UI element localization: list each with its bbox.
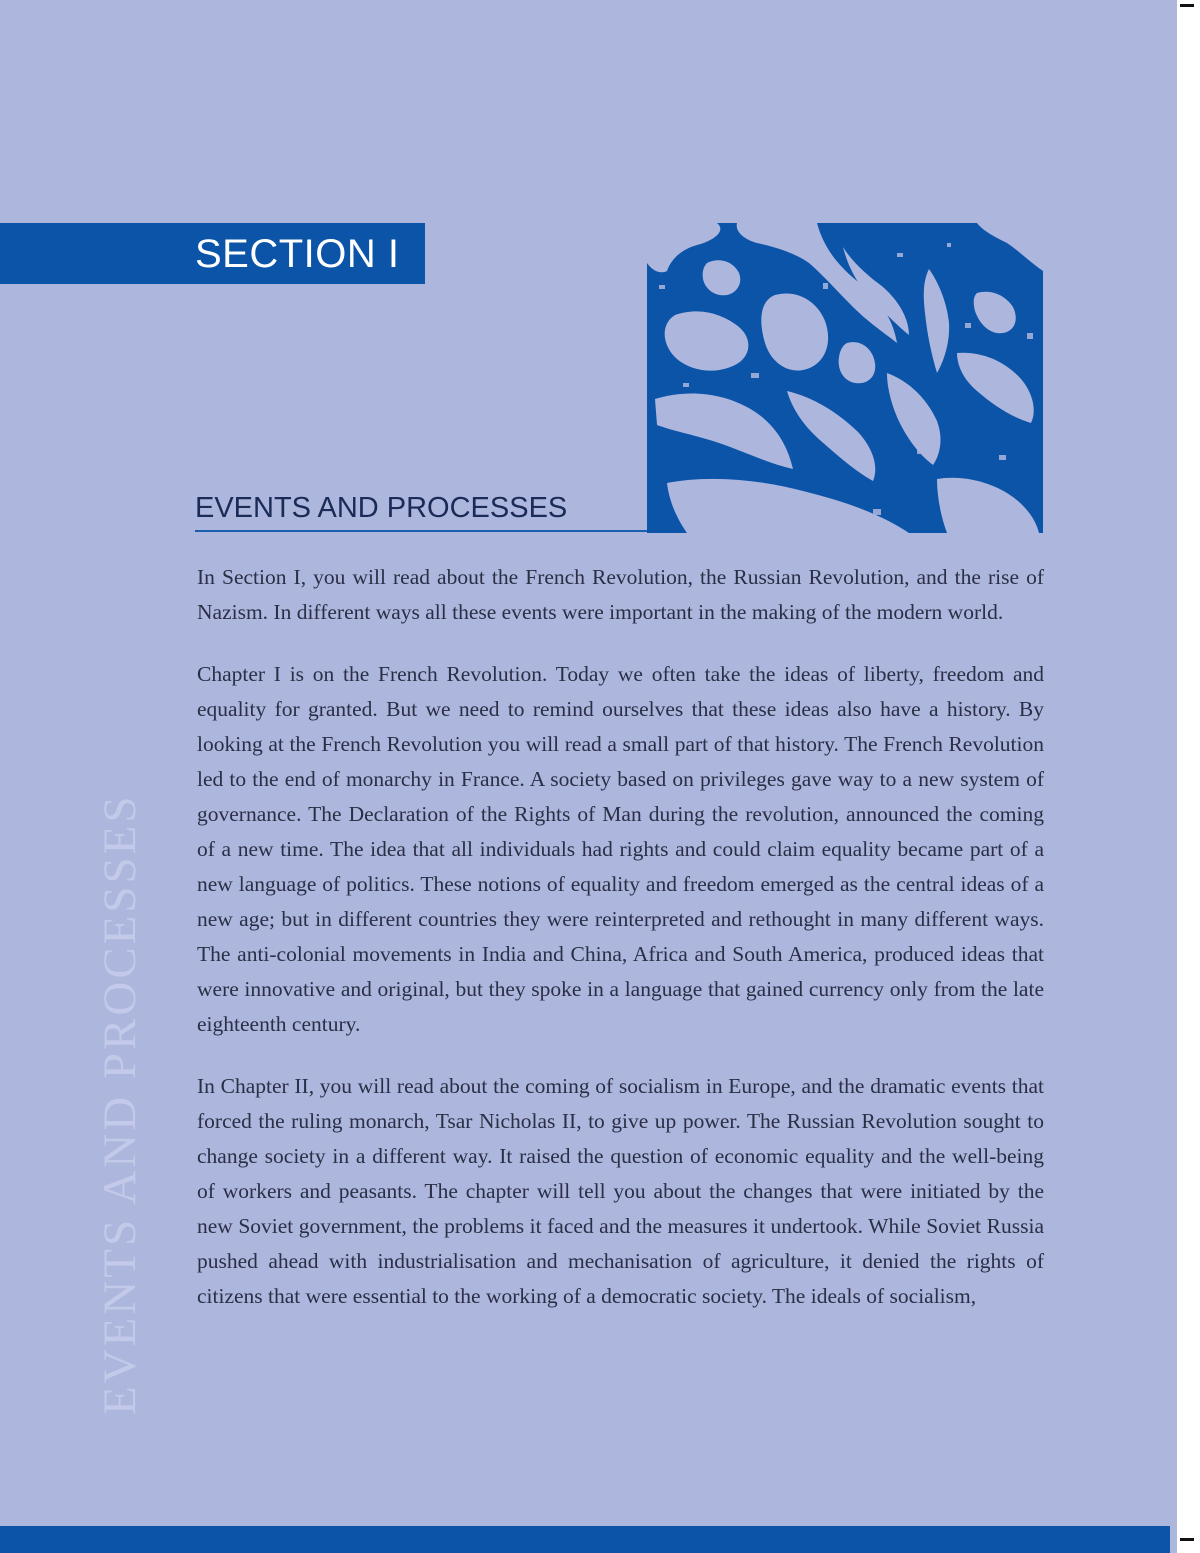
section-title: SECTION I <box>195 232 400 276</box>
revolution-illustration-icon <box>647 223 1043 533</box>
events-heading: EVENTS AND PROCESSES <box>195 492 568 524</box>
body-text <box>197 560 1044 1341</box>
side-vertical-label: EVENTS AND PROCESSES <box>94 793 146 1415</box>
paragraph-chapter-2: In Chapter II, you will read about the coming of socialism in Europe, and the dramatic events that forced the ruling monarch, Tsar Nicholas II, to give up power. The Russian Revolution sought to change society in a different way. It raised the question of economic equality and the well-being of workers and peasants. The chapter will tell you about the changes that were initiated by the new Soviet government, the problems it faced and the measures it undertook. While Soviet Russia pushed ahead with industrialisation and mechanisation of agriculture, it denied the rights of citizens that were essential to the working of a democratic society. The ideals of socialism, <box>197 1074 1044 1308</box>
bottom-bar <box>0 1526 1170 1553</box>
crop-mark-top <box>1180 4 1194 7</box>
paragraph-chapter-1: Chapter I is on the French Revolution. Today we often take the ideas of liberty, freedom and equality for granted. But we need to remind ourselves that these ideas also have a history. By looking at the French Revolution you will read a small part of that history. The French Revolution led to the end of monarchy in France. A society based on privileges gave way to a new system of governance. The Declaration of the Rights of Man during the revolution, announced the coming of a new time. The idea that all individuals had rights and could claim equality became part of a new language of politics. These notions of equality and freedom emerged as the central ideas of a new age; but in different countries they were reinterpreted and rethought in many different ways. The anti-colonial movements in India and China, Africa and South America, produced ideas that were innovative and original, but they spoke in a language that gained currency only from the late eighteenth century. <box>197 662 1044 1036</box>
crop-mark-bottom <box>1180 1538 1194 1541</box>
paragraph-intro: In Section I, you will read about the French Revolution, the Russian Revolution, and the rise of Nazism. In different ways all these events were important in the making of the modern world. <box>197 565 1044 624</box>
heading-divider <box>195 530 647 532</box>
